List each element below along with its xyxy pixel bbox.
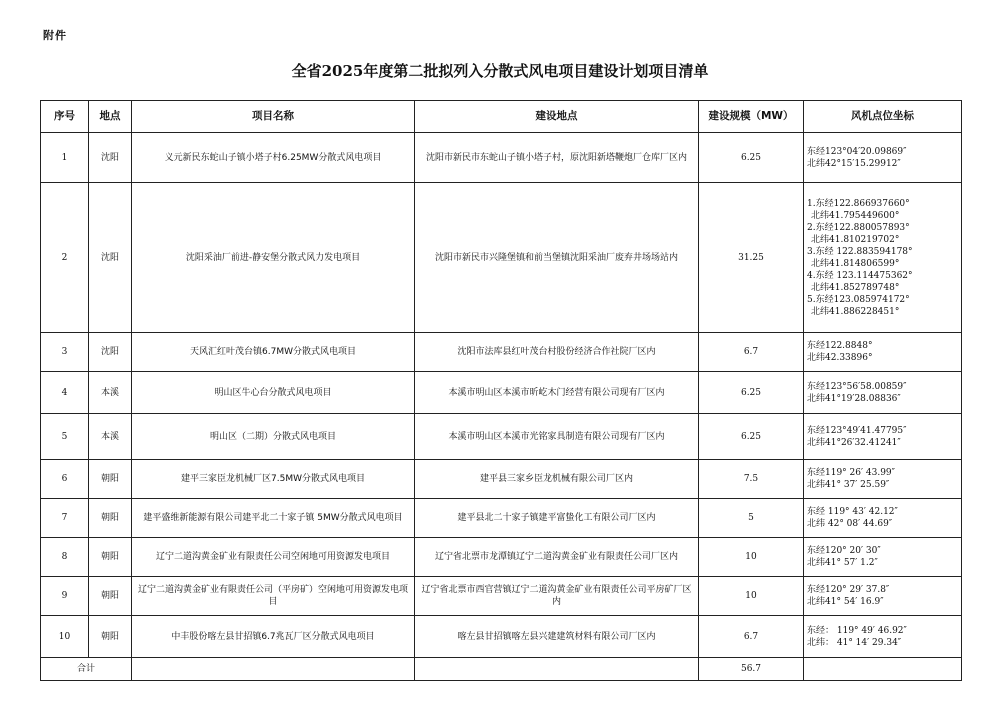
row-place: 本溪 [89,372,132,414]
row-coordinates [804,372,962,414]
coordinate-line: 东经123°49′41.47795″ [807,425,907,436]
coordinate-line: 北纬 42° 08′ 44.69″ [807,519,893,529]
row-place: 朝阳 [89,499,132,538]
row-site: 沈阳市新民市兴隆堡镇和前当堡镇沈阳采油厂废弃井场场站内 [415,183,699,333]
total-empty-name [132,658,415,681]
row-coordinates [804,616,962,658]
row-project-name: 明山区（二期）分散式风电项目 [132,414,415,460]
row-scale: 6.25 [699,372,804,414]
row-scale: 6.25 [699,414,804,460]
row-site: 辽宁省北票市西官营镇辽宁二道沟黄金矿业有限责任公司平房矿厂区内 [415,577,699,616]
table-row [41,372,962,414]
row-coordinates [804,538,962,577]
coordinate-line: 北纬41.795449600° [811,210,900,221]
row-coordinates [804,460,962,499]
total-empty-site [415,658,699,681]
coordinate-line: 4.东经 123.114475362° [807,270,913,281]
row-site: 本溪市明山区本溪市光铭家具制造有限公司现有厂区内 [415,414,699,460]
total-empty-coords [804,658,962,681]
coordinate-line: 北纬： 41° 14′ 29.34″ [807,637,902,648]
coordinate-line: 北纬41.852789748° [811,282,900,293]
coordinate-line: 东经119° 26′ 43.99″ [807,468,896,478]
coordinate-line: 3.东经 122.883594178° [807,246,913,257]
page-title: 全省2025年度第二批拟列入分散式风电项目建设计划项目清单 [291,62,709,80]
row-place: 朝阳 [89,616,132,658]
row-site: 本溪市明山区本溪市昕屹木门经营有限公司现有厂区内 [415,372,699,414]
coordinate-line: 东经： 119° 49′ 46.92″ [807,625,907,636]
table-body [41,133,962,681]
row-project-name: 中丰股份喀左县甘招镇6.7兆瓦厂区分散式风电项目 [132,616,415,658]
row-scale: 6.7 [699,616,804,658]
col-header-scale: 建设规模（MW） [699,101,804,133]
row-no: 7 [41,499,89,538]
row-site: 喀左县甘招镇喀左县兴建建筑材料有限公司厂区内 [415,616,699,658]
attachment-label: 附件 [43,29,67,42]
table-row [41,577,962,616]
row-no: 4 [41,372,89,414]
row-no: 10 [41,616,89,658]
coordinate-line: 东经120° 29′ 37.8″ [807,585,890,595]
coordinate-line: 北纬41°26′32.41241″ [807,437,901,448]
col-header-site: 建设地点 [415,101,699,133]
row-scale: 10 [699,538,804,577]
row-place: 沈阳 [89,333,132,372]
total-row [41,658,962,681]
coordinate-line: 东经122.8848° [807,341,873,351]
row-place: 朝阳 [89,577,132,616]
row-project-name: 辽宁二道沟黄金矿业有限责任公司空闲地可用资源发电项目 [132,538,415,577]
row-scale: 31.25 [699,183,804,333]
col-header-place: 地点 [89,101,132,133]
row-project-name: 义元新民东蛇山子镇小塔子村6.25MW分散式风电项目 [132,133,415,183]
row-project-name: 天风汇红叶茂台镇6.7MW分散式风电项目 [132,333,415,372]
row-project-name: 建平盛维新能源有限公司建平北二十家子镇 5MW分散式风电项目 [132,499,415,538]
row-place: 沈阳 [89,183,132,333]
row-place: 朝阳 [89,460,132,499]
coordinate-line: 东经 119° 43′ 42.12″ [807,507,898,517]
table-header-row [41,101,962,133]
row-scale: 10 [699,577,804,616]
table-row [41,616,962,658]
row-site: 辽宁省北票市龙潭镇辽宁二道沟黄金矿业有限责任公司厂区内 [415,538,699,577]
row-place: 沈阳 [89,133,132,183]
coordinate-line: 北纬41°19′28.08836″ [807,393,901,404]
row-coordinates [804,577,962,616]
row-site: 建平县北二十家子镇建平富蛰化工有限公司厂区内 [415,499,699,538]
row-coordinates [804,499,962,538]
row-site: 沈阳市新民市东蛇山子镇小塔子村，原沈阳新塔鞭炮厂仓库厂区内 [415,133,699,183]
row-coordinates [804,414,962,460]
table-row [41,333,962,372]
coordinate-line: 东经120° 20′ 30″ [807,546,881,556]
row-project-name: 沈阳采油厂前进-静安堡分散式风力发电项目 [132,183,415,333]
row-no: 9 [41,577,89,616]
coordinate-line: 北纬41° 54′ 16.9″ [807,597,884,607]
coordinate-line: 北纬41.814806599° [811,258,900,269]
row-project-name: 明山区牛心台分散式风电项目 [132,372,415,414]
table-row [41,460,962,499]
row-project-name: 辽宁二道沟黄金矿业有限责任公司（平房矿）空闲地可用资源发电项目 [132,577,415,616]
row-site: 建平县三家乡臣龙机械有限公司厂区内 [415,460,699,499]
row-coordinates [804,183,962,333]
col-header-name: 项目名称 [132,101,415,133]
table-row [41,499,962,538]
coordinate-line: 1.东经122.866937660° [807,198,910,209]
coordinate-line: 北纬42.33896° [807,353,873,363]
coordinate-line: 2.东经122.880057893° [807,222,910,233]
row-place: 朝阳 [89,538,132,577]
row-no: 6 [41,460,89,499]
table-row [41,414,962,460]
coordinate-line: 东经123°04′20.09869″ [807,146,907,157]
coordinate-line: 5.东经123.085974172° [807,294,910,305]
coordinate-line: 北纬41° 57′ 1.2″ [807,558,878,568]
total-scale: 56.7 [699,658,804,681]
coordinate-line: 北纬41.886228451° [811,306,900,317]
row-scale: 7.5 [699,460,804,499]
row-no: 8 [41,538,89,577]
row-no: 2 [41,183,89,333]
table-row [41,133,962,183]
row-scale: 5 [699,499,804,538]
row-scale: 6.7 [699,333,804,372]
total-label: 合计 [41,658,132,681]
col-header-coords: 风机点位坐标 [804,101,962,133]
coordinate-line: 北纬41° 37′ 25.59″ [807,480,890,490]
row-coordinates [804,333,962,372]
row-project-name: 建平三家臣龙机械厂区7.5MW分散式风电项目 [132,460,415,499]
coordinate-line: 北纬41.810219702° [811,234,900,245]
project-table [40,100,962,681]
row-coordinates [804,133,962,183]
row-no: 5 [41,414,89,460]
table-row [41,538,962,577]
row-site: 沈阳市法库县红叶茂台村股份经济合作社院厂区内 [415,333,699,372]
table-row [41,183,962,333]
coordinate-line: 东经123°56′58.00859″ [807,381,907,392]
row-scale: 6.25 [699,133,804,183]
col-header-no: 序号 [41,101,89,133]
row-no: 3 [41,333,89,372]
row-place: 本溪 [89,414,132,460]
row-no: 1 [41,133,89,183]
coordinate-line: 北纬42°15′15.29912″ [807,158,901,169]
